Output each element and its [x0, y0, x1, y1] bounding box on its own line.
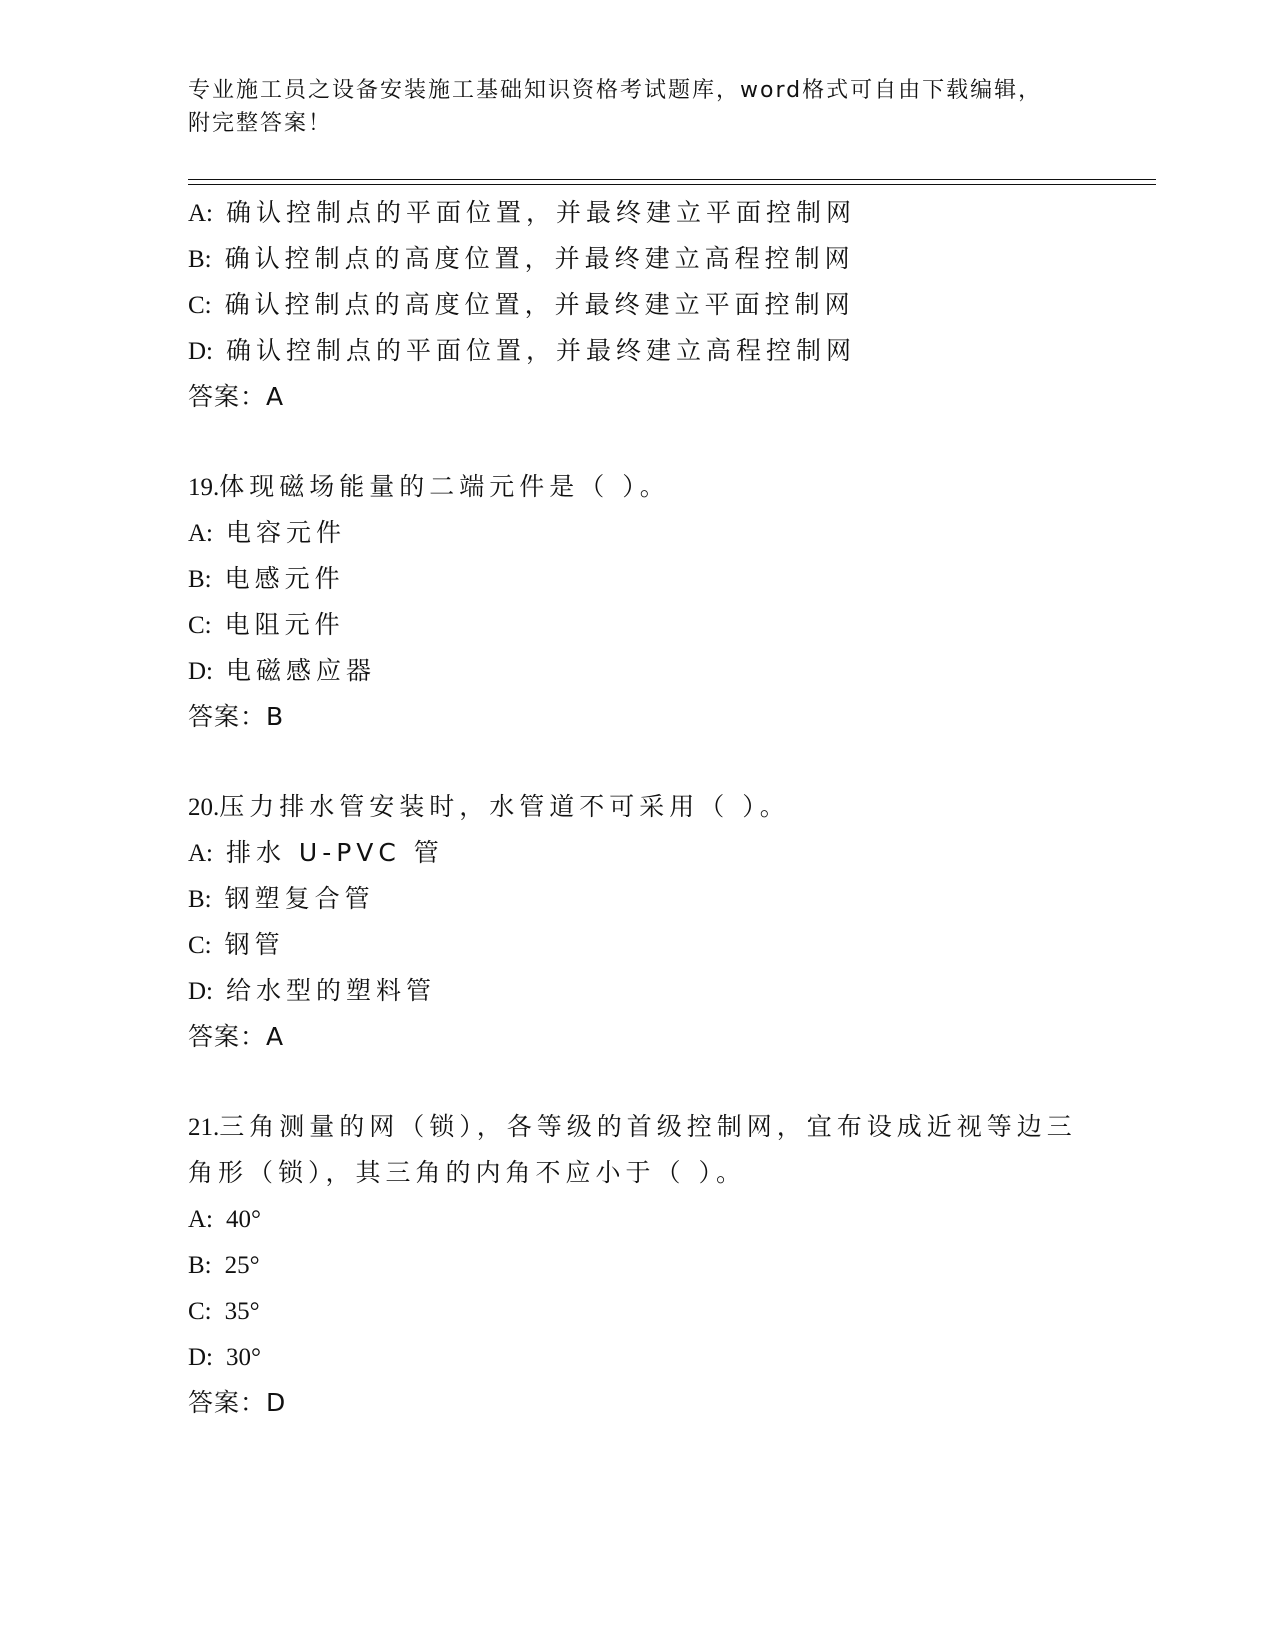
- question-list: [188, 190, 1148, 1426]
- header-divider-bottom: [188, 184, 1156, 185]
- question-stem: [188, 1104, 1148, 1150]
- answer-line: 答案：D: [188, 1388, 287, 1417]
- option-text: 40°: [225, 1206, 261, 1233]
- option-d: [188, 968, 1148, 1014]
- option-label: A:: [188, 200, 213, 227]
- option-text: 电磁感应器: [225, 656, 376, 685]
- option-text: 电容元件: [225, 518, 346, 547]
- header-divider-top: [188, 179, 1156, 180]
- option-text: 电阻元件: [224, 610, 345, 639]
- question-text: 压力排水管安装时，水管道不可采用（ ）。: [219, 792, 790, 821]
- question-number: 20.: [188, 794, 220, 821]
- option-text: 确认控制点的高度位置，并最终建立平面控制网: [224, 290, 855, 319]
- option-text: 给水型的塑料管: [225, 976, 436, 1005]
- option-label: A:: [188, 840, 213, 867]
- option-text: 25°: [224, 1252, 260, 1279]
- option-label: D:: [188, 1344, 213, 1371]
- question-19: [188, 464, 1148, 740]
- header-line-2: 附完整答案！: [188, 111, 333, 136]
- option-d: [188, 648, 1148, 694]
- option-text: 确认控制点的平面位置，并最终建立高程控制网: [225, 336, 856, 365]
- option-label: C:: [188, 932, 212, 959]
- option-label: B:: [188, 246, 212, 273]
- question-number: 21.: [188, 1114, 220, 1141]
- option-label: C:: [188, 612, 212, 639]
- option-a: [188, 830, 1148, 876]
- spacer: [188, 1060, 1148, 1104]
- option-text: 排水 U-PVC 管: [225, 838, 444, 867]
- option-label: D:: [188, 658, 213, 685]
- question-number: 19.: [188, 474, 220, 501]
- option-text: 钢管: [224, 930, 285, 959]
- option-text: 30°: [225, 1344, 261, 1371]
- option-label: D:: [188, 338, 213, 365]
- header-line-1: 专业施工员之设备安装施工基础知识资格考试题库，word格式可自由下载编辑，: [188, 78, 1043, 103]
- spacer: [188, 420, 1148, 464]
- answer-line: 答案：A: [188, 382, 285, 411]
- option-d: [188, 328, 1148, 374]
- option-b: [188, 556, 1148, 602]
- option-label: C:: [188, 292, 212, 319]
- option-label: D:: [188, 978, 213, 1005]
- answer-line: 答案：B: [188, 702, 285, 731]
- option-a: [188, 190, 1148, 236]
- question-text: 体现磁场能量的二端元件是（ ）。: [219, 472, 670, 501]
- option-label: C:: [188, 1298, 212, 1325]
- prev-question-block: [188, 190, 1148, 420]
- option-text: 钢塑复合管: [224, 884, 375, 913]
- spacer: [188, 740, 1148, 784]
- question-text: 三角测量的网（锁），各等级的首级控制网，宜布设成近视等边三: [219, 1112, 1077, 1141]
- question-stem: [188, 464, 1148, 510]
- option-a: [188, 1196, 1148, 1242]
- option-text: 电感元件: [224, 564, 345, 593]
- question-21: [188, 1104, 1148, 1426]
- option-label: A:: [188, 1206, 213, 1233]
- question-20: [188, 784, 1148, 1060]
- option-c: [188, 602, 1148, 648]
- option-d: [188, 1334, 1148, 1380]
- question-stem: [188, 784, 1148, 830]
- option-c: [188, 922, 1148, 968]
- option-a: [188, 510, 1148, 556]
- option-label: B:: [188, 1252, 212, 1279]
- option-b: [188, 1242, 1148, 1288]
- option-label: B:: [188, 886, 212, 913]
- option-c: [188, 282, 1148, 328]
- option-c: [188, 1288, 1148, 1334]
- answer-line: 答案：A: [188, 1022, 285, 1051]
- option-b: [188, 876, 1148, 922]
- option-text: 35°: [224, 1298, 260, 1325]
- option-text: 确认控制点的平面位置，并最终建立平面控制网: [225, 198, 856, 227]
- option-label: A:: [188, 520, 213, 547]
- option-text: 确认控制点的高度位置，并最终建立高程控制网: [224, 244, 855, 273]
- document-header: [188, 74, 1088, 140]
- option-b: [188, 236, 1148, 282]
- option-label: B:: [188, 566, 212, 593]
- question-stem-continued: 角形（锁），其三角的内角不应小于（ ）。: [188, 1158, 746, 1187]
